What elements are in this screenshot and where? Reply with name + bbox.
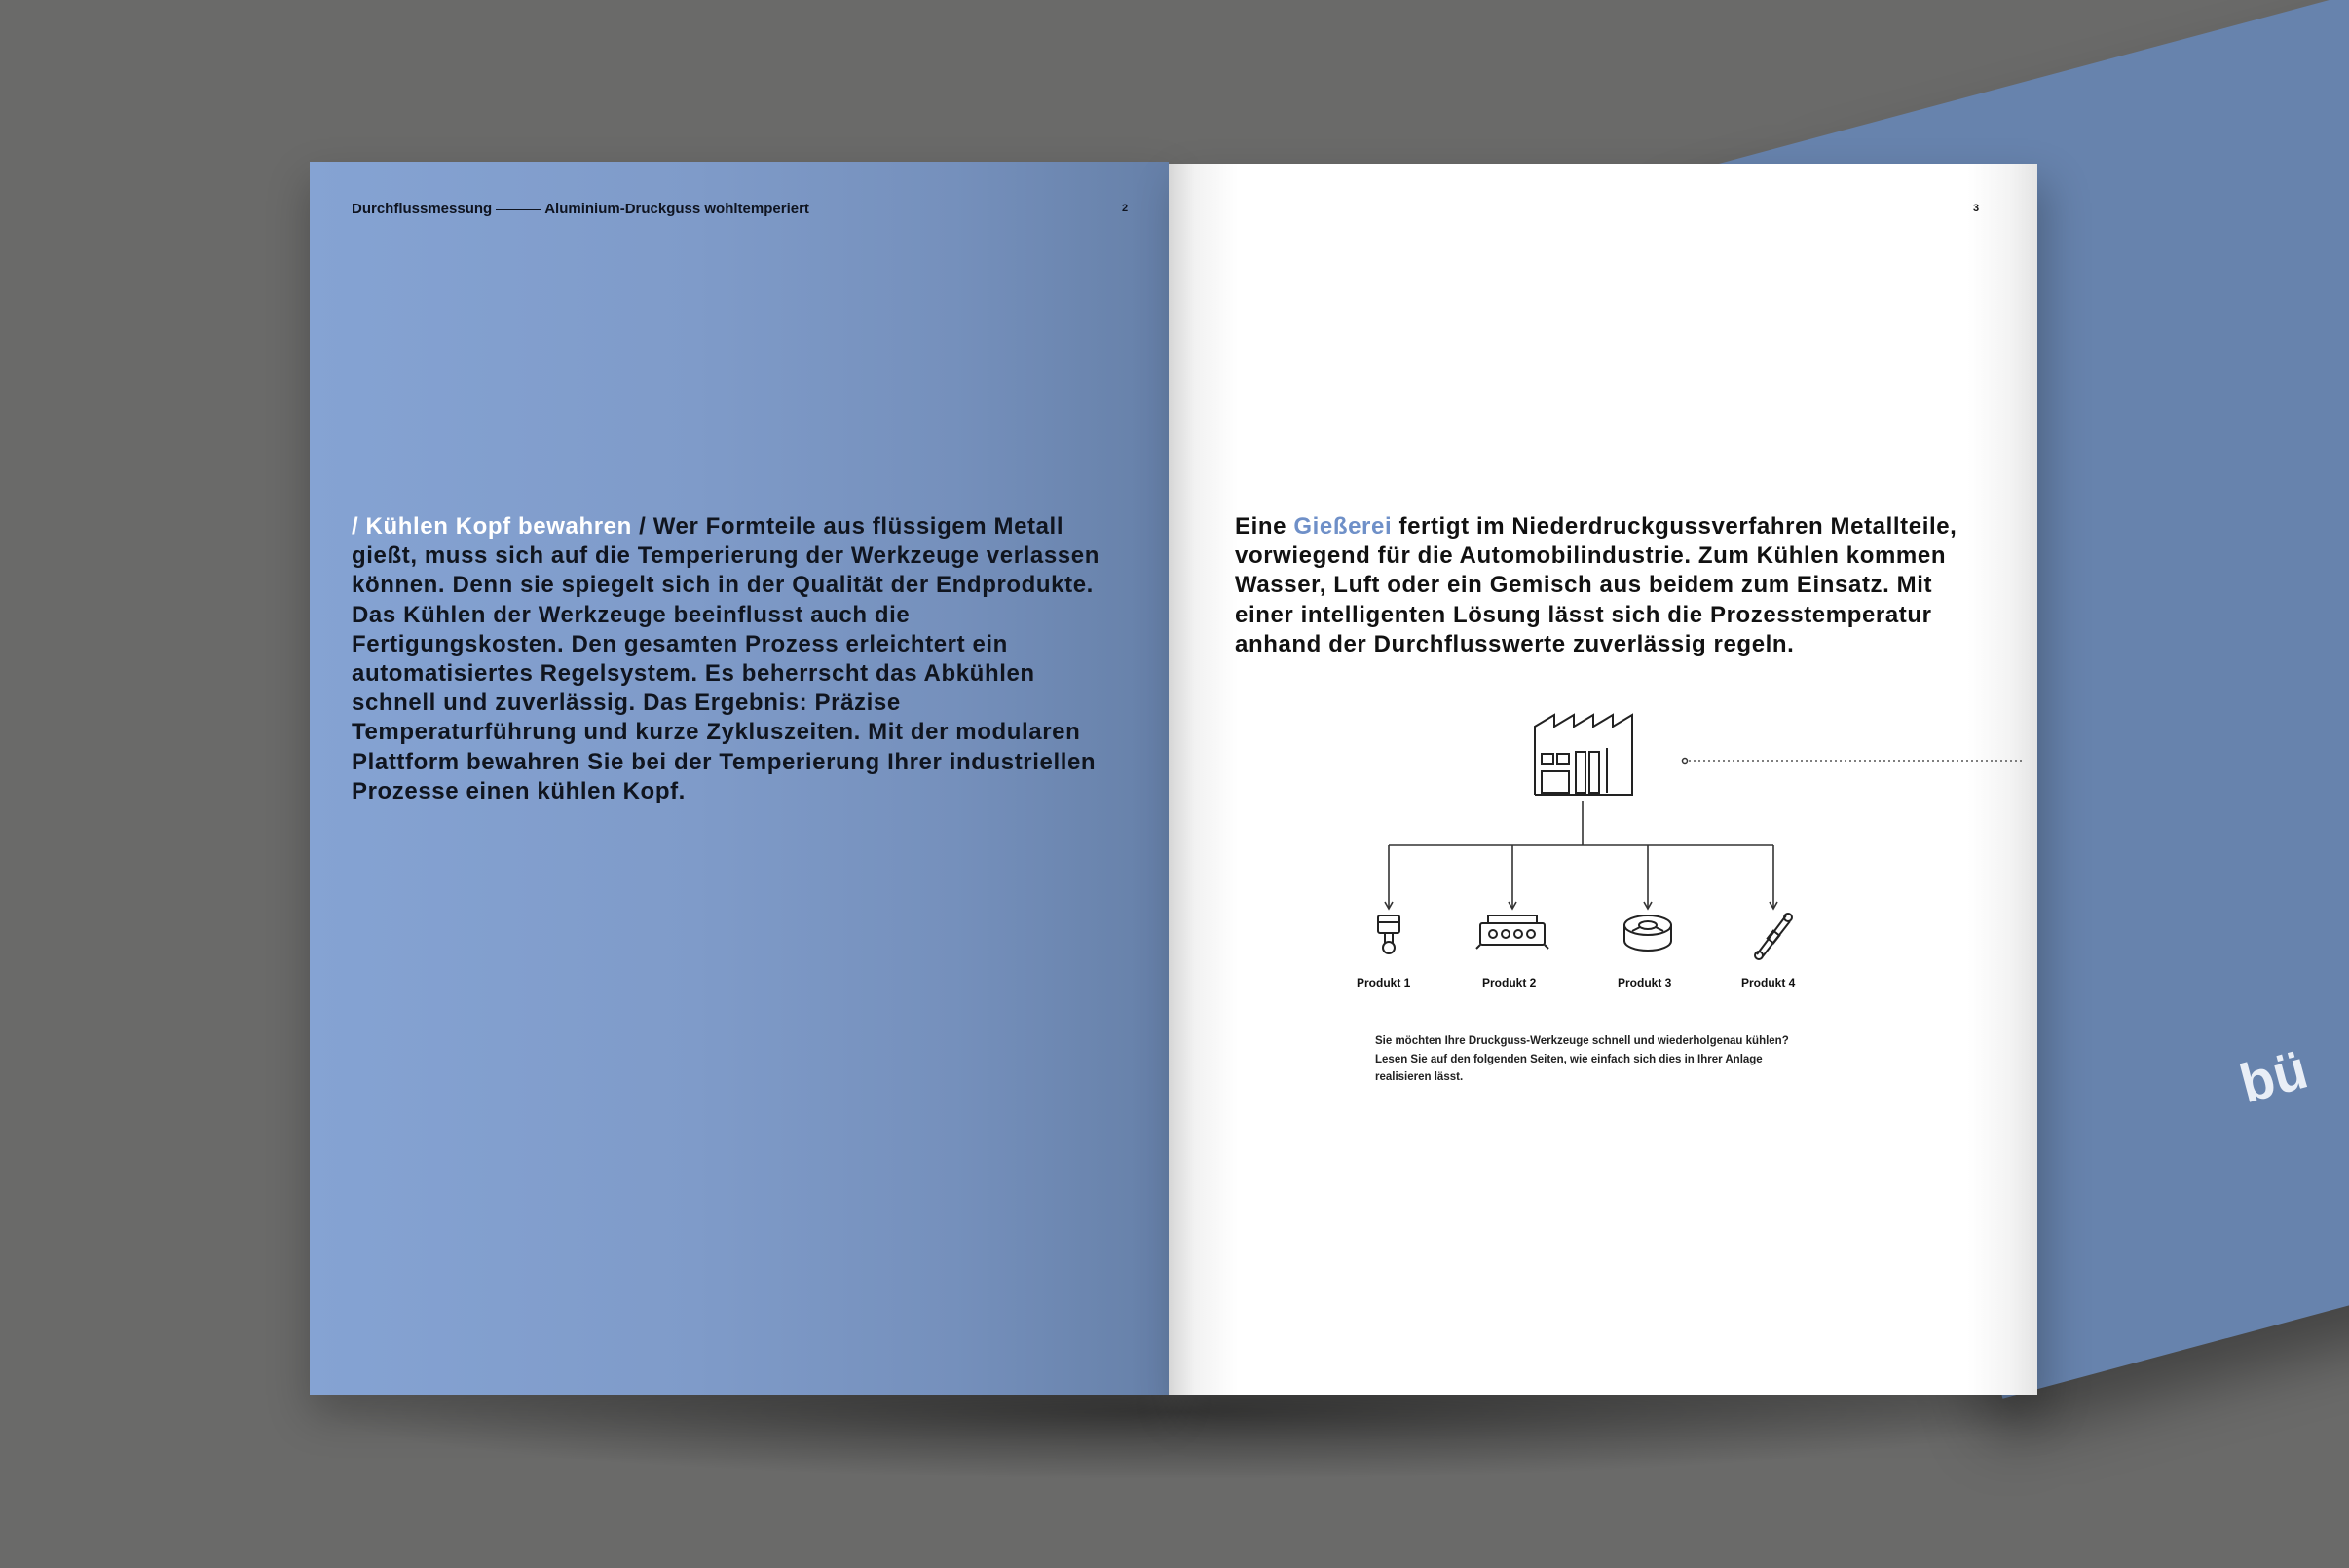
running-head-dash [496, 209, 541, 210]
factory-icon [1535, 715, 1632, 795]
engine-block-icon [1476, 915, 1548, 949]
intro-rest: fertigt im Niederdruckgussverfahren Metallteile, vorwiegend für die Automobilindustrie. Zum Kühlen kommen Wasser, Luft oder ein Gemisch aus beidem zum Einsatz. Mit einer intelligenten Lösung lässt sich die Prozesstemperatur anhand der Durchflusswerte zuverlässig regeln. [1235, 513, 1958, 657]
foundry-diagram [1169, 164, 2037, 1395]
leader-line [1683, 759, 2023, 764]
tree-connectors [1385, 801, 1777, 909]
product-label-1: Produkt 1 [1357, 976, 1411, 989]
page-number-left: 2 [1122, 203, 1129, 214]
diagram-caption: Sie möchten Ihre Druckguss-Werkzeuge schnell und wiederholgenau kühlen? Lesen Sie auf den folgenden Seiten, wie einfach sich dies in Ihrer Anlage realisieren lässt. [1375, 1035, 1789, 1083]
right-page [1169, 164, 2037, 1395]
intro-highlight: Gießerei [1293, 513, 1393, 540]
piston-icon [1378, 915, 1399, 953]
left-body-paragraph: / Wer Formteile aus flüssigem Metall gießt, muss sich auf die Temperierung der Werkzeuge verlassen können. Denn sie spiegelt sich in der Qualität der Endprodukte. Das Kühlen der Werkzeuge beeinflusst auch die Fertigungskosten. Den gesamten Prozess erleichtert ein automatisiertes Regelsystem. Es beherrscht das Abkühlen schnell und zuverlässig. Das Ergebnis: Präzise Temperaturführung und kurze Zykluszeiten. Mit der modularen Plattform bewahren Sie bei der Temperierung Ihrer industriellen Prozesse einen kühlen Kopf. [352, 513, 1100, 804]
running-head-title: Aluminium-Druckguss wohltemperiert [544, 201, 809, 217]
suspension-arm-icon [1755, 914, 1792, 959]
product-label-2: Produkt 2 [1482, 976, 1537, 989]
product-label-3: Produkt 3 [1618, 976, 1672, 989]
running-head-topic: Durchflussmessung [352, 201, 493, 217]
product-label-4: Produkt 4 [1741, 976, 1796, 989]
left-body-highlight: / Kühlen Kopf bewahren [352, 513, 632, 540]
wheel-rim-icon [1624, 915, 1671, 951]
intro-prefix: Eine [1235, 513, 1294, 540]
page-number-right: 3 [1973, 203, 1980, 214]
left-page [310, 162, 1169, 1395]
left-body-text [352, 512, 1121, 806]
running-head [352, 201, 809, 217]
cover-logo-fragment: bü [2233, 1037, 2314, 1115]
